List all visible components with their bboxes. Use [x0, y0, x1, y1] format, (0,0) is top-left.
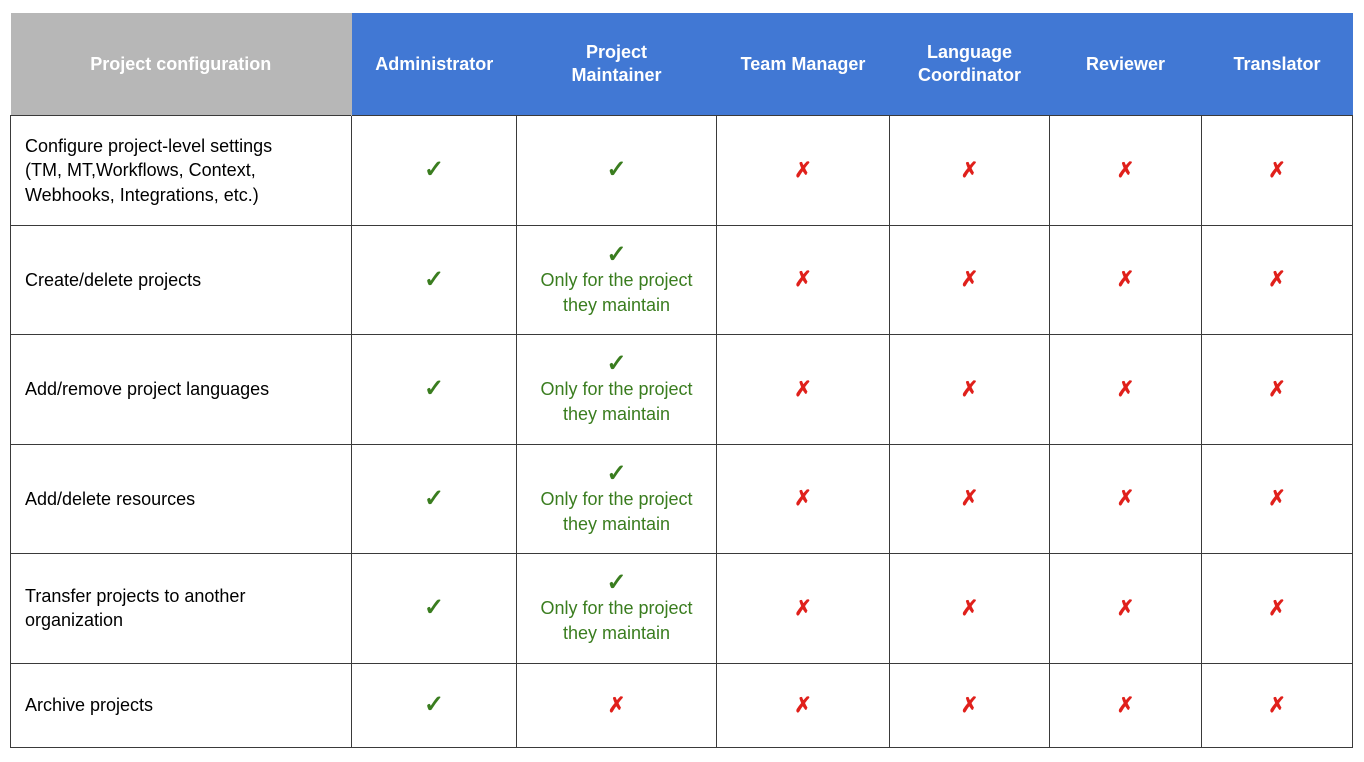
table-body	[11, 116, 1353, 748]
checkmark-icon: ✓	[606, 459, 627, 487]
cell-language-coordinator	[890, 335, 1050, 445]
cell-team-manager	[717, 444, 890, 554]
cell-project-maintainer	[517, 444, 717, 554]
cross-icon: ✗	[794, 268, 812, 292]
row-label: Create/delete projects	[11, 225, 352, 335]
header-administrator: Administrator	[352, 13, 517, 116]
cross-icon: ✗	[1116, 158, 1135, 182]
checkmark-icon: ✓	[606, 350, 627, 378]
cross-icon: ✗	[960, 158, 979, 182]
header-project-maintainer: Project Maintainer	[517, 13, 717, 116]
cross-icon: ✗	[607, 693, 626, 717]
row-label: Configure project-level settings (TM, MT,Workflows, Context, Webhooks, Integrations, etc.)	[11, 116, 352, 226]
cell-project-maintainer	[517, 554, 717, 664]
cell-administrator	[352, 116, 517, 226]
header-project-configuration: Project configuration	[11, 13, 352, 116]
cell-reviewer	[1050, 116, 1202, 226]
cell-language-coordinator	[890, 554, 1050, 664]
cross-icon: ✗	[1268, 693, 1286, 717]
cell-translator	[1202, 663, 1353, 747]
cell-language-coordinator	[890, 225, 1050, 335]
cell-reviewer	[1050, 225, 1202, 335]
cross-icon: ✗	[1116, 377, 1135, 401]
permission-note: Only for the project they maintain	[540, 598, 693, 644]
checkmark-icon: ✓	[423, 156, 445, 184]
cross-icon: ✗	[794, 693, 812, 717]
checkmark-icon: ✓	[423, 594, 445, 622]
cell-reviewer	[1050, 444, 1202, 554]
cell-administrator	[352, 225, 517, 335]
table-row	[11, 663, 1353, 747]
cell-project-maintainer	[517, 116, 717, 226]
row-label: Transfer projects to another organization	[11, 554, 352, 664]
header-reviewer: Reviewer	[1050, 13, 1202, 116]
cell-translator	[1202, 116, 1353, 226]
permission-note: Only for the project they maintain	[540, 269, 693, 315]
permissions-table-container	[10, 13, 1353, 748]
checkmark-icon: ✓	[606, 156, 627, 184]
cross-icon: ✗	[1116, 268, 1135, 292]
row-label: Archive projects	[11, 663, 352, 747]
cell-reviewer	[1050, 554, 1202, 664]
cell-project-maintainer	[517, 225, 717, 335]
cross-icon: ✗	[1116, 487, 1135, 511]
cell-administrator	[352, 554, 517, 664]
row-label: Add/remove project languages	[11, 335, 352, 445]
header-translator: Translator	[1202, 13, 1353, 116]
cell-administrator	[352, 335, 517, 445]
checkmark-icon: ✓	[423, 265, 445, 293]
cross-icon: ✗	[794, 377, 812, 401]
table-row	[11, 335, 1353, 445]
cell-translator	[1202, 554, 1353, 664]
table-row	[11, 444, 1353, 554]
cross-icon: ✗	[1268, 158, 1286, 182]
cross-icon: ✗	[960, 268, 979, 292]
cross-icon: ✗	[794, 596, 812, 620]
cross-icon: ✗	[1116, 693, 1135, 717]
cross-icon: ✗	[960, 487, 979, 511]
table-row	[11, 554, 1353, 664]
permissions-table	[10, 13, 1353, 748]
cell-administrator	[352, 663, 517, 747]
cross-icon: ✗	[1268, 487, 1286, 511]
cross-icon: ✗	[794, 158, 812, 182]
cross-icon: ✗	[960, 596, 979, 620]
cell-translator	[1202, 225, 1353, 335]
checkmark-icon: ✓	[423, 484, 445, 512]
cell-team-manager	[717, 116, 890, 226]
checkmark-icon: ✓	[606, 569, 627, 597]
cell-language-coordinator	[890, 663, 1050, 747]
cross-icon: ✗	[1268, 268, 1286, 292]
cross-icon: ✗	[1268, 596, 1286, 620]
checkmark-icon: ✓	[606, 240, 627, 268]
cell-language-coordinator	[890, 444, 1050, 554]
cell-team-manager	[717, 335, 890, 445]
cross-icon: ✗	[960, 377, 979, 401]
cell-language-coordinator	[890, 116, 1050, 226]
cross-icon: ✗	[960, 693, 979, 717]
cross-icon: ✗	[1268, 377, 1286, 401]
cell-project-maintainer	[517, 335, 717, 445]
cell-translator	[1202, 335, 1353, 445]
cell-translator	[1202, 444, 1353, 554]
cell-administrator	[352, 444, 517, 554]
cell-reviewer	[1050, 335, 1202, 445]
checkmark-icon: ✓	[423, 691, 445, 718]
table-row	[11, 225, 1353, 335]
cross-icon: ✗	[794, 487, 812, 511]
header-row	[11, 13, 1353, 116]
cell-project-maintainer	[517, 663, 717, 747]
cell-team-manager	[717, 554, 890, 664]
permission-note: Only for the project they maintain	[540, 379, 693, 425]
cell-team-manager	[717, 663, 890, 747]
table-row	[11, 116, 1353, 226]
cell-reviewer	[1050, 663, 1202, 747]
cross-icon: ✗	[1116, 596, 1135, 620]
checkmark-icon: ✓	[423, 375, 445, 403]
cell-team-manager	[717, 225, 890, 335]
row-label: Add/delete resources	[11, 444, 352, 554]
header-language-coordinator: Language Coordinator	[890, 13, 1050, 116]
header-team-manager: Team Manager	[717, 13, 890, 116]
permission-note: Only for the project they maintain	[540, 488, 693, 534]
